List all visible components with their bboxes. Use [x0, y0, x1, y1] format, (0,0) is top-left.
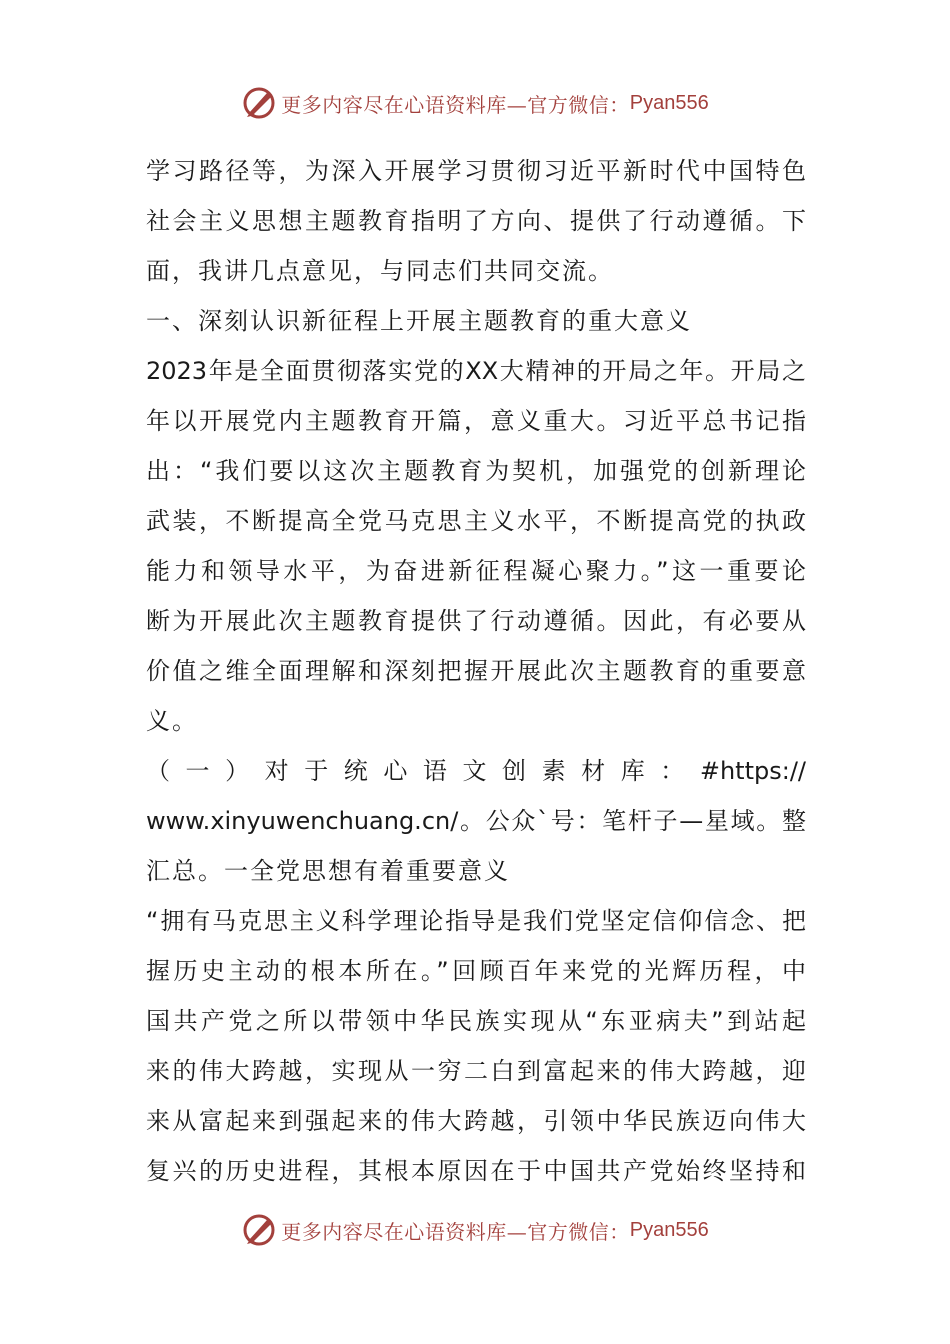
- text-line: 断为开展此次主题教育提供了行动遵循。因此，有必要从: [146, 607, 806, 635]
- text-line: 面，我讲几点意见，与同志们共同交流。: [146, 257, 614, 285]
- footer-banner: [0, 1205, 950, 1255]
- text-line: 出：“我们要以这次主题教育为契机，加强党的创新理论: [146, 457, 806, 485]
- text-line: 2023年是全面贯彻落实党的XX大精神的开局之年。开局之: [146, 357, 806, 385]
- wechat-id: Pyan556: [629, 1218, 709, 1241]
- text-line: 义。: [146, 707, 198, 735]
- document-body: [146, 146, 806, 1196]
- wechat-id: Pyan556: [629, 91, 709, 114]
- banner-text: 更多内容尽在心语资料库—官方微信：: [281, 1219, 630, 1244]
- pen-logo-icon: [241, 85, 277, 121]
- banner-text: 更多内容尽在心语资料库—官方微信：: [281, 92, 630, 117]
- text-line: 社会主义思想主题教育指明了方向、提供了行动遵循。下: [146, 207, 806, 235]
- text-line: 价值之维全面理解和深刻把握开展此次主题教育的重要意: [146, 657, 806, 685]
- text-line: 来从富起来到强起来的伟大跨越，引领中华民族迈向伟大: [146, 1107, 806, 1135]
- text-line: “拥有马克思主义科学理论指导是我们党坚定信仰信念、把: [146, 907, 806, 935]
- text-line: 武装，不断提高全党马克思主义水平，不断提高党的执政: [146, 507, 806, 535]
- text-line: 年以开展党内主题教育开篇，意义重大。习近平总书记指: [146, 407, 806, 435]
- header-banner: [0, 78, 950, 128]
- text-line: 学习路径等，为深入开展学习贯彻习近平新时代中国特色: [146, 157, 806, 185]
- section-heading: 一、深刻认识新征程上开展主题教育的重大意义: [146, 307, 692, 335]
- pen-logo-icon: [241, 1212, 277, 1248]
- text-line: 能力和领导水平，为奋进新征程凝心聚力。”这一重要论: [146, 557, 806, 585]
- text-line: 复兴的历史进程，其根本原因在于中国共产党始终坚持和: [146, 1157, 806, 1185]
- text-line: 握历史主动的根本所在。”回顾百年来党的光辉历程，中: [146, 957, 806, 985]
- text-line: www.xinyuwenchuang.cn/。公众`号：笔杆子—星域。整: [146, 807, 806, 835]
- text-line: 国共产党之所以带领中华民族实现从“东亚病夫”到站起: [146, 1007, 806, 1035]
- subsection-heading: （ 一 ） 对 于 统 心 语 文 创 素 材 库 ： #https://: [146, 757, 806, 785]
- text-line: 汇总。一全党思想有着重要意义: [146, 857, 510, 885]
- text-line: 来的伟大跨越，实现从一穷二白到富起来的伟大跨越，迎: [146, 1057, 806, 1085]
